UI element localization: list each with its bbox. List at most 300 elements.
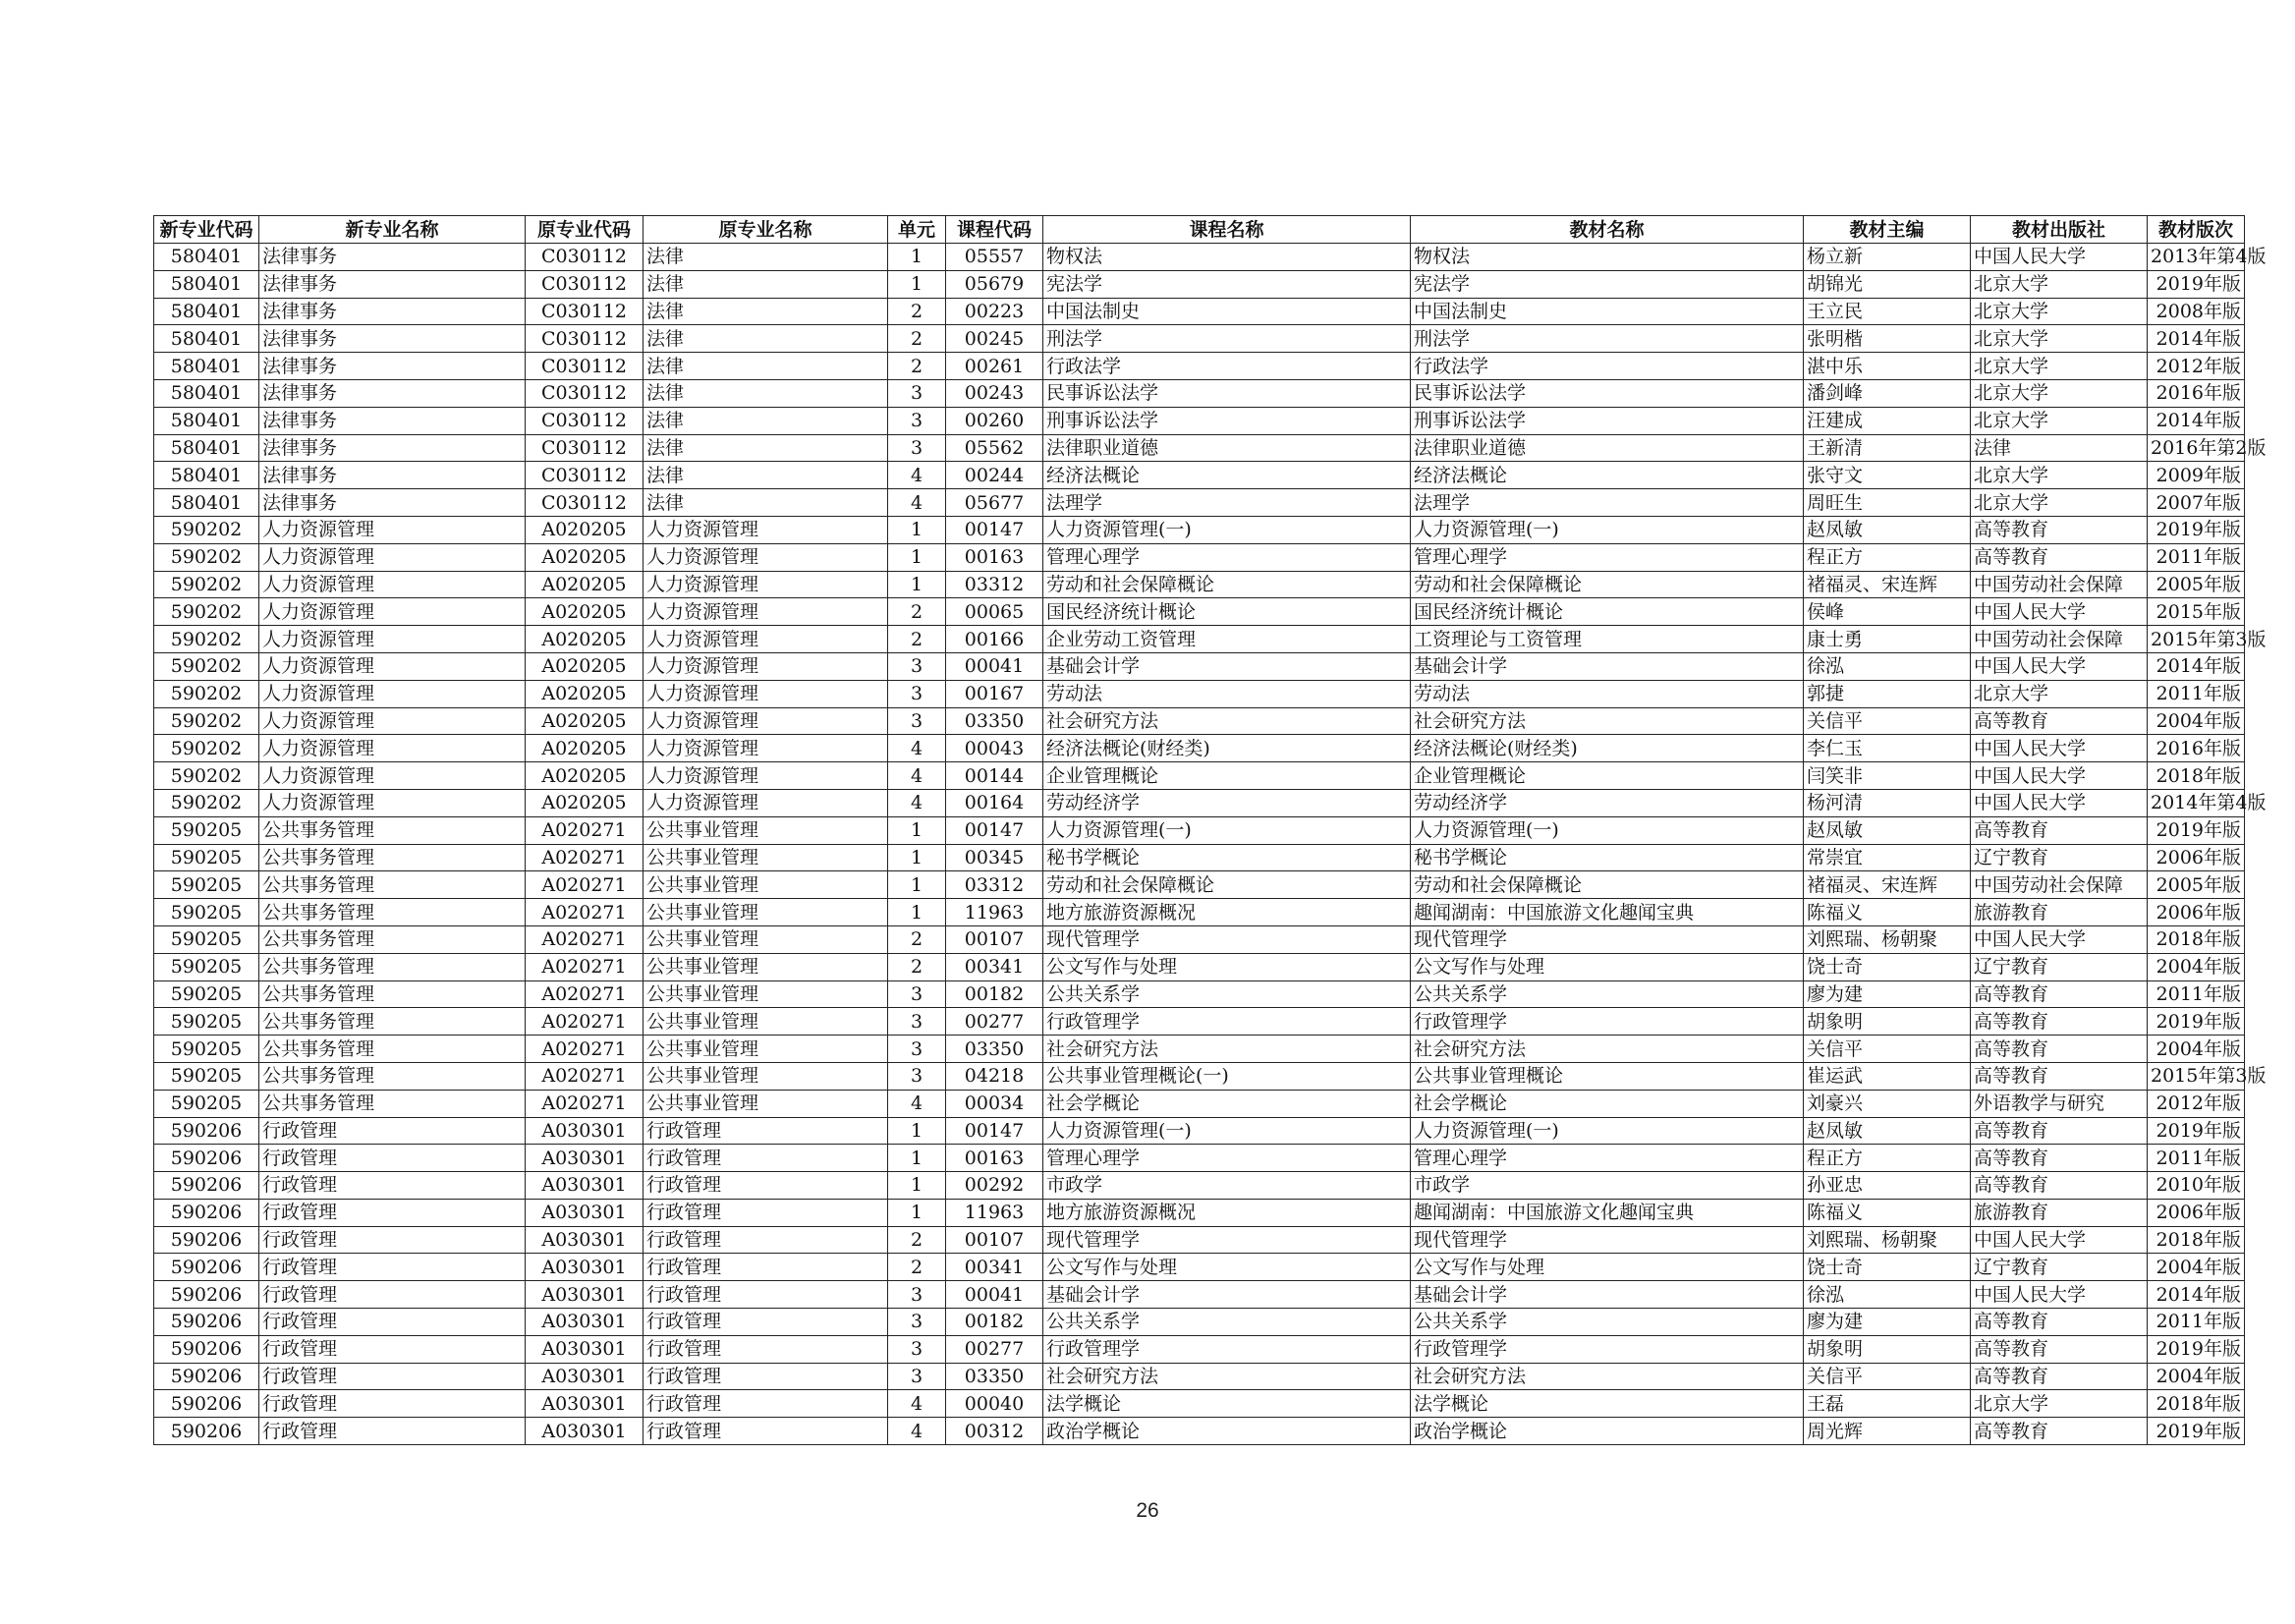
- cell-publisher: 高等教育: [1971, 1145, 2148, 1172]
- cell-old-major-code: A030301: [526, 1172, 644, 1200]
- cell-editor: 潘剑峰: [1804, 379, 1971, 407]
- cell-edition: 2005年版: [2148, 571, 2245, 598]
- cell-course-name: 经济法概论: [1043, 462, 1411, 489]
- table-header-row: [154, 216, 2245, 244]
- cell-old-major-code: C030112: [526, 325, 644, 353]
- cell-editor: 陈福义: [1804, 899, 1971, 926]
- cell-course-name: 人力资源管理(一): [1043, 516, 1411, 543]
- cell-old-major-name: 行政管理: [644, 1390, 888, 1418]
- cell-course-code: 03350: [946, 1363, 1043, 1390]
- cell-edition: 2016年版: [2148, 735, 2245, 762]
- cell-editor: 胡象明: [1804, 1008, 1971, 1036]
- cell-old-major-name: 公共事业管理: [644, 925, 888, 953]
- cell-course-code: 00341: [946, 1254, 1043, 1281]
- cell-course-name: 地方旅游资源概况: [1043, 1199, 1411, 1226]
- cell-course-code: 00107: [946, 1226, 1043, 1254]
- table-row: [154, 353, 2245, 380]
- cell-course-name: 政治学概论: [1043, 1418, 1411, 1445]
- cell-course-code: 00260: [946, 407, 1043, 434]
- cell-edition: 2018年版: [2148, 1226, 2245, 1254]
- cell-unit: 1: [888, 899, 946, 926]
- cell-new-major-code: 590206: [154, 1390, 259, 1418]
- cell-old-major-name: 公共事业管理: [644, 1062, 888, 1090]
- cell-textbook-name: 趣闻湖南：中国旅游文化趣闻宝典: [1411, 899, 1804, 926]
- cell-publisher: 北京大学: [1971, 298, 2148, 325]
- cell-course-code: 00041: [946, 652, 1043, 680]
- cell-old-major-code: A020271: [526, 871, 644, 899]
- cell-old-major-name: 公共事业管理: [644, 1090, 888, 1117]
- cell-publisher: 高等教育: [1971, 1335, 2148, 1363]
- cell-new-major-name: 行政管理: [259, 1281, 526, 1309]
- cell-edition: 2015年第3版: [2148, 626, 2245, 653]
- cell-new-major-name: 人力资源管理: [259, 707, 526, 735]
- cell-publisher: 高等教育: [1971, 980, 2148, 1008]
- cell-publisher: 中国人民大学: [1971, 598, 2148, 626]
- cell-course-code: 00277: [946, 1335, 1043, 1363]
- table-row: [154, 1062, 2245, 1090]
- table-row: [154, 707, 2245, 735]
- table-row: [154, 571, 2245, 598]
- cell-old-major-code: A030301: [526, 1418, 644, 1445]
- cell-old-major-name: 人力资源管理: [644, 762, 888, 790]
- cell-new-major-code: 590202: [154, 735, 259, 762]
- cell-course-code: 00277: [946, 1008, 1043, 1036]
- cell-old-major-name: 人力资源管理: [644, 571, 888, 598]
- cell-publisher: 法律: [1971, 434, 2148, 462]
- cell-textbook-name: 公共关系学: [1411, 1309, 1804, 1336]
- cell-editor: 郭捷: [1804, 680, 1971, 707]
- cell-old-major-code: A030301: [526, 1145, 644, 1172]
- cell-unit: 1: [888, 571, 946, 598]
- cell-new-major-name: 公共事务管理: [259, 871, 526, 899]
- cell-textbook-name: 国民经济统计概论: [1411, 598, 1804, 626]
- cell-old-major-code: A020271: [526, 925, 644, 953]
- cell-new-major-code: 590205: [154, 980, 259, 1008]
- cell-old-major-name: 行政管理: [644, 1145, 888, 1172]
- cell-publisher: 高等教育: [1971, 1117, 2148, 1145]
- cell-textbook-name: 行政管理学: [1411, 1008, 1804, 1036]
- cell-unit: 1: [888, 1172, 946, 1200]
- cell-textbook-name: 法律职业道德: [1411, 434, 1804, 462]
- cell-editor: 湛中乐: [1804, 353, 1971, 380]
- cell-textbook-name: 中国法制史: [1411, 298, 1804, 325]
- cell-old-major-code: A030301: [526, 1335, 644, 1363]
- cell-publisher: 高等教育: [1971, 1036, 2148, 1063]
- cell-old-major-code: A030301: [526, 1226, 644, 1254]
- cell-edition: 2013年第4版: [2148, 244, 2245, 271]
- cell-course-name: 公共关系学: [1043, 980, 1411, 1008]
- cell-unit: 3: [888, 434, 946, 462]
- cell-old-major-name: 公共事业管理: [644, 1036, 888, 1063]
- cell-old-major-code: C030112: [526, 489, 644, 517]
- cell-textbook-name: 人力资源管理(一): [1411, 516, 1804, 543]
- cell-new-major-name: 法律事务: [259, 244, 526, 271]
- cell-old-major-code: A020271: [526, 899, 644, 926]
- cell-course-code: 00163: [946, 1145, 1043, 1172]
- cell-course-name: 国民经济统计概论: [1043, 598, 1411, 626]
- cell-course-name: 人力资源管理(一): [1043, 1117, 1411, 1145]
- cell-publisher: 中国劳动社会保障: [1971, 871, 2148, 899]
- cell-new-major-code: 590205: [154, 925, 259, 953]
- cell-course-name: 基础会计学: [1043, 652, 1411, 680]
- cell-new-major-name: 公共事务管理: [259, 1062, 526, 1090]
- cell-unit: 4: [888, 1418, 946, 1445]
- cell-new-major-name: 行政管理: [259, 1199, 526, 1226]
- table-row: [154, 652, 2245, 680]
- cell-publisher: 中国人民大学: [1971, 244, 2148, 271]
- cell-new-major-code: 580401: [154, 462, 259, 489]
- cell-old-major-name: 公共事业管理: [644, 1008, 888, 1036]
- cell-course-name: 行政管理学: [1043, 1335, 1411, 1363]
- cell-new-major-code: 590205: [154, 1090, 259, 1117]
- cell-old-major-code: C030112: [526, 407, 644, 434]
- cell-unit: 1: [888, 543, 946, 571]
- cell-course-name: 地方旅游资源概况: [1043, 899, 1411, 926]
- cell-unit: 2: [888, 298, 946, 325]
- cell-new-major-code: 590202: [154, 571, 259, 598]
- cell-textbook-name: 人力资源管理(一): [1411, 1117, 1804, 1145]
- cell-new-major-code: 580401: [154, 379, 259, 407]
- cell-old-major-name: 行政管理: [644, 1226, 888, 1254]
- cell-editor: 陈福义: [1804, 1199, 1971, 1226]
- header-course-code: 课程代码: [946, 216, 1043, 244]
- cell-editor: 徐泓: [1804, 1281, 1971, 1309]
- table-row: [154, 1390, 2245, 1418]
- cell-unit: 4: [888, 462, 946, 489]
- cell-course-name: 公共关系学: [1043, 1309, 1411, 1336]
- table-row: [154, 270, 2245, 298]
- cell-course-name: 刑法学: [1043, 325, 1411, 353]
- cell-old-major-code: A030301: [526, 1254, 644, 1281]
- header-new-major-name: 新专业名称: [259, 216, 526, 244]
- cell-new-major-code: 590202: [154, 789, 259, 816]
- cell-new-major-name: 人力资源管理: [259, 543, 526, 571]
- table-row: [154, 735, 2245, 762]
- cell-course-code: 00034: [946, 1090, 1043, 1117]
- cell-new-major-code: 590205: [154, 871, 259, 899]
- cell-new-major-code: 590202: [154, 680, 259, 707]
- cell-edition: 2019年版: [2148, 516, 2245, 543]
- cell-unit: 2: [888, 1254, 946, 1281]
- cell-textbook-name: 社会学概论: [1411, 1090, 1804, 1117]
- cell-old-major-code: A030301: [526, 1199, 644, 1226]
- cell-new-major-code: 590206: [154, 1172, 259, 1200]
- cell-editor: 汪建成: [1804, 407, 1971, 434]
- cell-edition: 2015年版: [2148, 598, 2245, 626]
- cell-old-major-code: A020205: [526, 543, 644, 571]
- cell-course-code: 00147: [946, 816, 1043, 844]
- cell-new-major-name: 公共事务管理: [259, 899, 526, 926]
- table-row: [154, 980, 2245, 1008]
- cell-course-code: 00223: [946, 298, 1043, 325]
- cell-new-major-code: 590205: [154, 844, 259, 871]
- cell-new-major-code: 590206: [154, 1254, 259, 1281]
- cell-course-name: 法学概论: [1043, 1390, 1411, 1418]
- cell-textbook-name: 社会研究方法: [1411, 1363, 1804, 1390]
- cell-course-code: 00041: [946, 1281, 1043, 1309]
- cell-edition: 2014年第4版: [2148, 789, 2245, 816]
- cell-editor: 张守文: [1804, 462, 1971, 489]
- cell-unit: 3: [888, 1008, 946, 1036]
- cell-unit: 2: [888, 598, 946, 626]
- cell-publisher: 旅游教育: [1971, 899, 2148, 926]
- cell-old-major-code: C030112: [526, 244, 644, 271]
- table-row: [154, 298, 2245, 325]
- table-row: [154, 489, 2245, 517]
- cell-editor: 褚福灵、宋连辉: [1804, 871, 1971, 899]
- cell-old-major-name: 人力资源管理: [644, 516, 888, 543]
- cell-course-code: 00292: [946, 1172, 1043, 1200]
- header-editor: 教材主编: [1804, 216, 1971, 244]
- cell-new-major-name: 行政管理: [259, 1363, 526, 1390]
- cell-edition: 2016年版: [2148, 379, 2245, 407]
- cell-textbook-name: 物权法: [1411, 244, 1804, 271]
- cell-new-major-name: 法律事务: [259, 462, 526, 489]
- cell-old-major-code: A030301: [526, 1309, 644, 1336]
- cell-editor: 闫笑非: [1804, 762, 1971, 790]
- cell-new-major-name: 行政管理: [259, 1172, 526, 1200]
- cell-editor: 赵凤敏: [1804, 816, 1971, 844]
- cell-course-name: 物权法: [1043, 244, 1411, 271]
- cell-edition: 2019年版: [2148, 1335, 2245, 1363]
- cell-unit: 3: [888, 407, 946, 434]
- cell-old-major-code: A020205: [526, 707, 644, 735]
- cell-new-major-name: 行政管理: [259, 1117, 526, 1145]
- cell-new-major-code: 580401: [154, 489, 259, 517]
- cell-unit: 4: [888, 735, 946, 762]
- cell-old-major-name: 公共事业管理: [644, 980, 888, 1008]
- cell-textbook-name: 基础会计学: [1411, 1281, 1804, 1309]
- cell-course-code: 03350: [946, 707, 1043, 735]
- cell-edition: 2006年版: [2148, 1199, 2245, 1226]
- cell-editor: 侯峰: [1804, 598, 1971, 626]
- table-row: [154, 1090, 2245, 1117]
- cell-new-major-code: 590206: [154, 1418, 259, 1445]
- cell-textbook-name: 公共事业管理概论: [1411, 1062, 1804, 1090]
- cell-new-major-name: 公共事务管理: [259, 953, 526, 980]
- cell-old-major-code: A020271: [526, 953, 644, 980]
- cell-editor: 廖为建: [1804, 1309, 1971, 1336]
- cell-new-major-name: 人力资源管理: [259, 516, 526, 543]
- cell-old-major-name: 行政管理: [644, 1254, 888, 1281]
- cell-old-major-code: A020271: [526, 1036, 644, 1063]
- cell-old-major-code: A020271: [526, 980, 644, 1008]
- table-row: [154, 899, 2245, 926]
- cell-textbook-name: 人力资源管理(一): [1411, 816, 1804, 844]
- table-row: [154, 244, 2245, 271]
- cell-old-major-code: A020271: [526, 844, 644, 871]
- cell-publisher: 北京大学: [1971, 353, 2148, 380]
- cell-publisher: 北京大学: [1971, 407, 2148, 434]
- cell-editor: 周光辉: [1804, 1418, 1971, 1445]
- cell-old-major-name: 行政管理: [644, 1172, 888, 1200]
- cell-edition: 2006年版: [2148, 899, 2245, 926]
- cell-course-name: 市政学: [1043, 1172, 1411, 1200]
- cell-new-major-name: 行政管理: [259, 1145, 526, 1172]
- cell-edition: 2014年版: [2148, 1281, 2245, 1309]
- cell-unit: 2: [888, 1226, 946, 1254]
- cell-unit: 3: [888, 1036, 946, 1063]
- cell-editor: 杨河清: [1804, 789, 1971, 816]
- cell-course-code: 00144: [946, 762, 1043, 790]
- textbook-table: [153, 215, 2267, 1445]
- cell-new-major-code: 590202: [154, 707, 259, 735]
- cell-edition: 2012年版: [2148, 353, 2245, 380]
- cell-course-code: 00341: [946, 953, 1043, 980]
- cell-new-major-name: 法律事务: [259, 434, 526, 462]
- cell-new-major-name: 法律事务: [259, 270, 526, 298]
- cell-new-major-name: 人力资源管理: [259, 735, 526, 762]
- cell-old-major-name: 行政管理: [644, 1309, 888, 1336]
- table-row: [154, 1226, 2245, 1254]
- cell-new-major-code: 590205: [154, 1062, 259, 1090]
- cell-old-major-code: A020205: [526, 762, 644, 790]
- cell-new-major-name: 人力资源管理: [259, 762, 526, 790]
- cell-old-major-code: C030112: [526, 353, 644, 380]
- table-row: [154, 762, 2245, 790]
- cell-publisher: 高等教育: [1971, 516, 2148, 543]
- cell-unit: 1: [888, 270, 946, 298]
- cell-edition: 2008年版: [2148, 298, 2245, 325]
- cell-old-major-name: 法律: [644, 462, 888, 489]
- cell-old-major-name: 公共事业管理: [644, 844, 888, 871]
- cell-edition: 2018年版: [2148, 762, 2245, 790]
- cell-old-major-code: A030301: [526, 1281, 644, 1309]
- cell-old-major-code: C030112: [526, 270, 644, 298]
- cell-new-major-code: 590206: [154, 1335, 259, 1363]
- cell-editor: 刘豪兴: [1804, 1090, 1971, 1117]
- cell-unit: 4: [888, 762, 946, 790]
- cell-course-code: 00166: [946, 626, 1043, 653]
- cell-publisher: 北京大学: [1971, 379, 2148, 407]
- cell-editor: 康士勇: [1804, 626, 1971, 653]
- cell-new-major-code: 580401: [154, 298, 259, 325]
- cell-textbook-name: 公共关系学: [1411, 980, 1804, 1008]
- cell-unit: 4: [888, 1090, 946, 1117]
- cell-new-major-name: 人力资源管理: [259, 571, 526, 598]
- cell-old-major-code: A020205: [526, 652, 644, 680]
- cell-new-major-name: 公共事务管理: [259, 980, 526, 1008]
- cell-edition: 2009年版: [2148, 462, 2245, 489]
- cell-course-name: 基础会计学: [1043, 1281, 1411, 1309]
- cell-old-major-name: 行政管理: [644, 1117, 888, 1145]
- cell-textbook-name: 社会研究方法: [1411, 1036, 1804, 1063]
- cell-course-code: 00065: [946, 598, 1043, 626]
- cell-old-major-name: 公共事业管理: [644, 899, 888, 926]
- cell-unit: 1: [888, 244, 946, 271]
- cell-course-code: 00345: [946, 844, 1043, 871]
- cell-editor: 关信平: [1804, 1363, 1971, 1390]
- cell-course-code: 11963: [946, 899, 1043, 926]
- cell-old-major-code: A020271: [526, 1062, 644, 1090]
- cell-new-major-name: 公共事务管理: [259, 925, 526, 953]
- cell-old-major-code: C030112: [526, 462, 644, 489]
- cell-course-code: 00244: [946, 462, 1043, 489]
- cell-course-name: 社会研究方法: [1043, 1363, 1411, 1390]
- cell-course-name: 现代管理学: [1043, 925, 1411, 953]
- table-row: [154, 1117, 2245, 1145]
- cell-publisher: 北京大学: [1971, 270, 2148, 298]
- cell-textbook-name: 法理学: [1411, 489, 1804, 517]
- cell-editor: 王新清: [1804, 434, 1971, 462]
- cell-unit: 1: [888, 516, 946, 543]
- table-row: [154, 1309, 2245, 1336]
- cell-course-name: 行政法学: [1043, 353, 1411, 380]
- cell-old-major-name: 行政管理: [644, 1363, 888, 1390]
- cell-new-major-code: 590205: [154, 899, 259, 926]
- cell-course-name: 劳动和社会保障概论: [1043, 871, 1411, 899]
- cell-textbook-name: 劳动法: [1411, 680, 1804, 707]
- cell-new-major-code: 590205: [154, 1036, 259, 1063]
- cell-course-code: 00107: [946, 925, 1043, 953]
- cell-editor: 常崇宜: [1804, 844, 1971, 871]
- cell-old-major-code: A020205: [526, 680, 644, 707]
- cell-edition: 2011年版: [2148, 680, 2245, 707]
- cell-edition: 2004年版: [2148, 953, 2245, 980]
- table-row: [154, 925, 2245, 953]
- table-body: [154, 244, 2267, 1445]
- cell-unit: 3: [888, 1309, 946, 1336]
- cell-old-major-name: 公共事业管理: [644, 816, 888, 844]
- cell-old-major-name: 人力资源管理: [644, 680, 888, 707]
- cell-course-code: 00043: [946, 735, 1043, 762]
- cell-textbook-name: 刑事诉讼法学: [1411, 407, 1804, 434]
- cell-edition: 2019年版: [2148, 1418, 2245, 1445]
- cell-old-major-name: 法律: [644, 298, 888, 325]
- cell-textbook-name: 经济法概论(财经类): [1411, 735, 1804, 762]
- cell-new-major-name: 法律事务: [259, 325, 526, 353]
- cell-new-major-name: 法律事务: [259, 353, 526, 380]
- cell-new-major-name: 公共事务管理: [259, 844, 526, 871]
- table-row: [154, 626, 2245, 653]
- cell-publisher: 中国人民大学: [1971, 789, 2148, 816]
- cell-publisher: 辽宁教育: [1971, 844, 2148, 871]
- header-old-major-name: 原专业名称: [644, 216, 888, 244]
- cell-course-name: 公文写作与处理: [1043, 1254, 1411, 1281]
- cell-textbook-name: 宪法学: [1411, 270, 1804, 298]
- cell-edition: 2011年版: [2148, 1309, 2245, 1336]
- cell-course-code: 00167: [946, 680, 1043, 707]
- cell-textbook-name: 趣闻湖南：中国旅游文化趣闻宝典: [1411, 1199, 1804, 1226]
- cell-edition: 2011年版: [2148, 980, 2245, 1008]
- cell-publisher: 高等教育: [1971, 1062, 2148, 1090]
- cell-publisher: 北京大学: [1971, 489, 2148, 517]
- cell-new-major-code: 590206: [154, 1199, 259, 1226]
- cell-editor: 杨立新: [1804, 244, 1971, 271]
- cell-old-major-code: A020271: [526, 1090, 644, 1117]
- cell-editor: 周旺生: [1804, 489, 1971, 517]
- cell-unit: 2: [888, 353, 946, 380]
- cell-course-name: 企业劳动工资管理: [1043, 626, 1411, 653]
- cell-unit: 1: [888, 1199, 946, 1226]
- cell-textbook-name: 现代管理学: [1411, 1226, 1804, 1254]
- cell-old-major-name: 人力资源管理: [644, 543, 888, 571]
- cell-course-code: 00147: [946, 516, 1043, 543]
- cell-unit: 1: [888, 844, 946, 871]
- cell-new-major-code: 580401: [154, 244, 259, 271]
- table-row: [154, 816, 2245, 844]
- cell-old-major-code: A020205: [526, 735, 644, 762]
- cell-textbook-name: 民事诉讼法学: [1411, 379, 1804, 407]
- cell-old-major-name: 行政管理: [644, 1281, 888, 1309]
- cell-course-name: 社会研究方法: [1043, 1036, 1411, 1063]
- cell-publisher: 辽宁教育: [1971, 953, 2148, 980]
- cell-textbook-name: 基础会计学: [1411, 652, 1804, 680]
- cell-new-major-code: 590206: [154, 1226, 259, 1254]
- table-row: [154, 1281, 2245, 1309]
- cell-publisher: 中国人民大学: [1971, 925, 2148, 953]
- cell-old-major-name: 法律: [644, 325, 888, 353]
